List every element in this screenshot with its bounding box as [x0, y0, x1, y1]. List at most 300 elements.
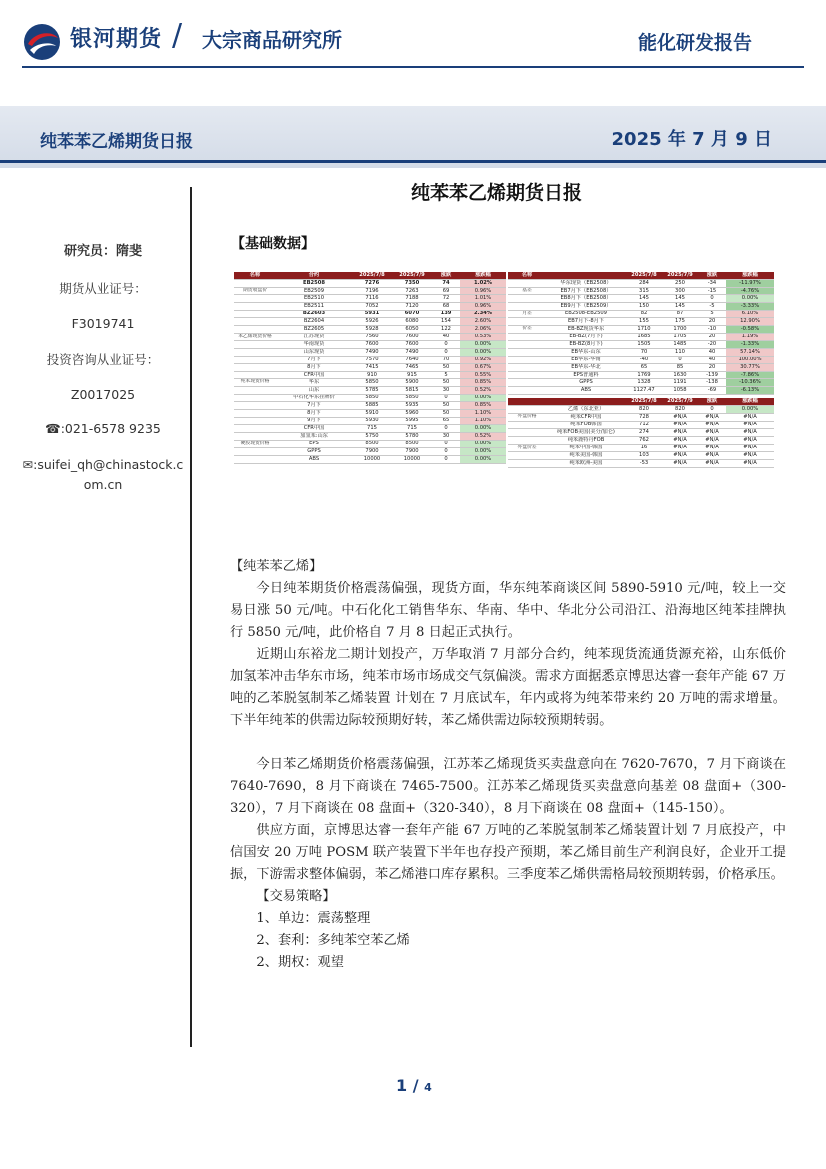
table-cell: BZ2604	[276, 318, 352, 326]
table-cell: 1705	[662, 333, 698, 341]
futures-license-label: 期货从业证号：	[59, 281, 147, 296]
table-cell: 7560	[352, 333, 392, 341]
table-cell: -139	[698, 371, 726, 379]
group-label-cell	[234, 402, 276, 410]
table-cell: 910	[352, 371, 392, 379]
table-cell: #N/A	[662, 429, 698, 437]
change-pct-cell: 0.00%	[460, 341, 506, 349]
group-label-cell	[508, 436, 546, 444]
table-cell: 华东	[276, 379, 352, 387]
group-label-cell	[234, 432, 276, 440]
change-pct-cell: 0.53%	[460, 333, 506, 341]
table-cell: 250	[662, 280, 698, 288]
table-cell: 7116	[352, 295, 392, 303]
table-cell: #N/A	[698, 436, 726, 444]
table-cell: 820	[662, 406, 698, 414]
change-pct-cell: 12.90%	[726, 318, 774, 326]
table-cell: 0	[432, 455, 460, 463]
table-header-cell: 合约	[276, 272, 352, 280]
table-cell: EB华东-山东	[546, 348, 626, 356]
table-cell: 145	[626, 295, 662, 303]
table-row	[508, 364, 774, 372]
group-label-cell	[234, 448, 276, 456]
table-cell: 7600	[352, 341, 392, 349]
change-pct-cell: 1.02%	[460, 280, 506, 288]
group-label-cell	[508, 341, 546, 349]
group-label-cell	[508, 429, 546, 437]
table-cell: 华东现货（EB2508）	[546, 280, 626, 288]
table-cell: 7196	[352, 287, 392, 295]
table-row	[508, 406, 774, 414]
group-label-cell: 硬胶现货价格	[234, 440, 276, 448]
table-row	[508, 452, 774, 460]
change-pct-cell: #N/A	[726, 429, 774, 437]
galaxy-logo-icon	[22, 22, 62, 62]
table-cell: 139	[432, 310, 460, 318]
table-cell: 5850	[392, 394, 432, 402]
table-cell: 7640	[392, 356, 432, 364]
analyst-name: 研究员：隋斐	[63, 244, 142, 259]
group-label-cell	[508, 387, 546, 395]
current-page: 1	[396, 1076, 408, 1095]
table-cell: 70	[432, 356, 460, 364]
table-row	[234, 417, 506, 425]
group-label-cell	[234, 394, 276, 402]
table-cell: #N/A	[662, 444, 698, 452]
change-pct-cell: #N/A	[726, 444, 774, 452]
table-cell: 纯苯FOB韩国	[546, 421, 626, 429]
table-cell: 915	[392, 371, 432, 379]
table-cell: 16	[626, 444, 662, 452]
table-cell: 1769	[626, 371, 662, 379]
table-cell: 1710	[626, 325, 662, 333]
table-cell: 7276	[352, 280, 392, 288]
table-cell: CFR中国	[276, 425, 352, 433]
group-label-cell	[234, 455, 276, 463]
table-cell: 纯苯欧洲-美国	[546, 459, 626, 467]
table-row	[508, 371, 774, 379]
group-label-cell	[234, 387, 276, 395]
paragraph-gap	[230, 732, 786, 754]
group-label-cell	[508, 421, 546, 429]
table-cell: -34	[698, 280, 726, 288]
table-cell: -5	[698, 303, 726, 311]
table-row	[234, 356, 506, 364]
strategy-item: 2、套利：多纯苯空苯乙烯	[256, 933, 410, 948]
table-cell: -10	[698, 325, 726, 333]
table-cell: -20	[698, 341, 726, 349]
group-label-cell: 期货收盘价	[234, 287, 276, 295]
table-cell: EB-BZ现货华东	[546, 325, 626, 333]
table-row	[234, 387, 506, 395]
table-cell: 8500	[392, 440, 432, 448]
table-cell: 315	[626, 287, 662, 295]
table-cell: 7120	[392, 303, 432, 311]
table-cell: 30	[432, 387, 460, 395]
advisory-license-label: 投资咨询从业证号：	[46, 352, 160, 367]
advisory-license-number: Z0017025	[70, 387, 136, 402]
group-label-cell	[234, 348, 276, 356]
table-header-row	[508, 398, 774, 406]
group-label-cell	[234, 295, 276, 303]
report-header	[0, 0, 826, 80]
table-cell: 50	[432, 402, 460, 410]
table-cell: 70	[626, 348, 662, 356]
change-pct-cell: 0.85%	[460, 402, 506, 410]
table-cell: 7490	[392, 348, 432, 356]
table-cell: -53	[626, 459, 662, 467]
table-cell: 0	[698, 406, 726, 414]
table-cell: GPPS	[546, 379, 626, 387]
table-header-cell	[546, 272, 626, 280]
table-row	[234, 341, 506, 349]
total-pages: 4	[424, 1081, 432, 1094]
table-cell: 40	[698, 356, 726, 364]
table-cell: #N/A	[698, 421, 726, 429]
table-cell: 5935	[392, 402, 432, 410]
table-cell: EB8月下（EB2508）	[546, 295, 626, 303]
table-cell: 5780	[392, 432, 432, 440]
table-cell: 5850	[352, 394, 392, 402]
table-row	[234, 318, 506, 326]
group-label-cell	[234, 341, 276, 349]
change-pct-cell: 0.52%	[460, 432, 506, 440]
group-label-cell: 月差	[508, 310, 546, 318]
table-cell: EB9月下（EB2509）	[546, 303, 626, 311]
page-number	[396, 1076, 432, 1095]
table-cell: -40	[626, 356, 662, 364]
change-pct-cell: 0.00%	[726, 406, 774, 414]
group-label-cell	[508, 379, 546, 387]
table-row	[508, 280, 774, 288]
table-cell: 7600	[392, 333, 432, 341]
table-row	[508, 379, 774, 387]
table-cell: 0	[432, 425, 460, 433]
brand-name: 银河期货	[70, 27, 163, 52]
right-table	[508, 272, 774, 468]
table-cell: 0	[432, 348, 460, 356]
table-cell: 6070	[392, 310, 432, 318]
table-row	[234, 287, 506, 295]
change-pct-cell: 100.00%	[726, 356, 774, 364]
table-row	[234, 379, 506, 387]
table-cell: 715	[392, 425, 432, 433]
strategy-item: 1、单边：震荡整理	[256, 911, 371, 926]
group-label-cell	[234, 310, 276, 318]
table-cell: 中石化华东挂牌价	[276, 394, 352, 402]
email-address: ✉:suifei_qh@chinastock.com.cn	[22, 457, 184, 492]
table-cell: 122	[432, 325, 460, 333]
table-cell: 7月下	[276, 402, 352, 410]
table-header-cell: 涨跌幅	[726, 398, 774, 406]
table-cell: 5785	[352, 387, 392, 395]
table-cell: #N/A	[662, 452, 698, 460]
table-row	[234, 333, 506, 341]
table-cell: 加氢苯:山东	[276, 432, 352, 440]
table-cell: 1505	[626, 341, 662, 349]
change-pct-cell: 0.52%	[460, 387, 506, 395]
table-cell: 50	[432, 379, 460, 387]
group-label-cell	[234, 303, 276, 311]
group-label-cell	[508, 295, 546, 303]
table-cell: 7052	[352, 303, 392, 311]
brand-separator: /	[172, 18, 183, 53]
group-label-cell: 外盘价差	[508, 444, 546, 452]
table-cell: 5931	[352, 310, 392, 318]
report-body	[230, 556, 786, 974]
table-header-cell: 名称	[234, 272, 276, 280]
table-row	[508, 318, 774, 326]
table-row	[508, 444, 774, 452]
table-cell: 7188	[392, 295, 432, 303]
change-pct-cell: 1.19%	[726, 333, 774, 341]
table-row	[234, 402, 506, 410]
table-cell: EB2508	[276, 280, 352, 288]
table-cell: 762	[626, 436, 662, 444]
change-pct-cell: -6.13%	[726, 387, 774, 395]
change-pct-cell: -0.58%	[726, 325, 774, 333]
table-header-cell: 2025/7/8	[352, 272, 392, 280]
table-cell: 纯苯CFR中国	[546, 414, 626, 422]
change-pct-cell: 1.10%	[460, 410, 506, 418]
group-label-cell: 纯苯现货价格	[234, 379, 276, 387]
table-cell: 284	[626, 280, 662, 288]
table-cell: 154	[432, 318, 460, 326]
analyst-sidebar	[20, 240, 186, 495]
table-cell: BZ2605	[276, 325, 352, 333]
table-row	[234, 325, 506, 333]
change-pct-cell: 0.55%	[460, 371, 506, 379]
table-cell: 103	[626, 452, 662, 460]
table-cell: 1191	[662, 379, 698, 387]
table-row	[234, 394, 506, 402]
table-cell: 纯苯FOB美国(美分/加仑)	[546, 429, 626, 437]
table-cell: 7263	[392, 287, 432, 295]
group-label-cell	[234, 364, 276, 372]
table-cell: 300	[662, 287, 698, 295]
table-cell: #N/A	[662, 414, 698, 422]
table-cell: 5850	[352, 379, 392, 387]
table-row	[234, 455, 506, 463]
table-cell: 5	[698, 310, 726, 318]
group-label-cell	[234, 417, 276, 425]
group-label-cell	[234, 280, 276, 288]
table-row	[508, 333, 774, 341]
table-row	[234, 432, 506, 440]
table-cell: 5	[432, 371, 460, 379]
table-cell: 7月下	[276, 356, 352, 364]
table-cell: 274	[626, 429, 662, 437]
group-label-cell: 外盘价格	[508, 414, 546, 422]
table-cell: 65	[432, 417, 460, 425]
table-cell: 1630	[662, 371, 698, 379]
table-row	[508, 429, 774, 437]
table-cell: 82	[626, 310, 662, 318]
left-price-table	[234, 272, 506, 518]
table-header-cell: 2025/7/9	[662, 398, 698, 406]
group-label-cell	[234, 325, 276, 333]
header-divider	[22, 66, 804, 68]
group-label-cell	[508, 406, 546, 414]
change-pct-cell: 0.67%	[460, 364, 506, 372]
table-cell: #N/A	[698, 429, 726, 437]
group-label-cell	[508, 459, 546, 467]
table-cell: -69	[698, 387, 726, 395]
table-cell: 7465	[392, 364, 432, 372]
strategy-heading: 【交易策略】	[256, 889, 336, 904]
change-pct-cell: 0.00%	[460, 448, 506, 456]
table-cell: 110	[662, 348, 698, 356]
paragraph: 今日苯乙烯期货价格震荡偏强，江苏苯乙烯现货买卖盘意向在 7620-7670，7 月下商谈在 7640-7690，8 月下商谈在 7465-7500。江苏苯乙烯现货买卖盘意向基差 08 盘面+（300-320），7 月下商谈在 08 盘面+（320-340），8 月下商谈在 08 盘面+（145-150）。	[230, 757, 786, 816]
table-row	[508, 459, 774, 467]
change-pct-cell: 2.60%	[460, 318, 506, 326]
table-cell: #N/A	[662, 459, 698, 467]
left-table	[234, 272, 506, 464]
table-row	[234, 364, 506, 372]
table-cell: 712	[626, 421, 662, 429]
table-row	[234, 310, 506, 318]
table-header-row	[234, 272, 506, 280]
table-cell: 1485	[662, 341, 698, 349]
table-cell: 1700	[662, 325, 698, 333]
table-row	[234, 348, 506, 356]
table-row	[508, 421, 774, 429]
table-cell: 10000	[392, 455, 432, 463]
group-label-cell: 价差	[508, 325, 546, 333]
group-label-cell	[234, 318, 276, 326]
table-cell: 10000	[352, 455, 392, 463]
table-cell: 8500	[352, 440, 392, 448]
table-cell: EB-BZ(8月下)	[546, 341, 626, 349]
change-pct-cell: 0.00%	[460, 394, 506, 402]
table-cell: 40	[698, 348, 726, 356]
group-label-cell	[234, 425, 276, 433]
table-row	[508, 414, 774, 422]
table-cell: 50	[432, 410, 460, 418]
right-spread-table	[508, 272, 774, 518]
table-cell: 1058	[662, 387, 698, 395]
table-cell: EB-BZ(7月下)	[546, 333, 626, 341]
table-cell: 728	[626, 414, 662, 422]
group-label-cell	[234, 371, 276, 379]
table-cell: 7900	[392, 448, 432, 456]
basic-data-heading: 【基础数据】	[231, 236, 315, 252]
table-cell: 5885	[352, 402, 392, 410]
change-pct-cell: 0.00%	[460, 348, 506, 356]
report-date: 2025 年 7 月 9 日	[611, 129, 772, 150]
title-band-divider	[0, 160, 826, 163]
table-cell: 0	[432, 394, 460, 402]
table-cell: -15	[698, 287, 726, 295]
table-row	[234, 303, 506, 311]
table-cell: 纯苯美国-韩国	[546, 452, 626, 460]
table-cell: 5900	[392, 379, 432, 387]
paragraph: 今日纯苯期货价格震荡偏强，现货方面，华东纯苯商谈区间 5890-5910 元/吨，较上一交易日涨 50 元/吨。中石化化工销售华东、华南、华中、华北分公司沿江、沿海地区纯苯挂牌执行 5850 元/吨，此价格自 7 月 8 日起正式执行。	[230, 581, 786, 640]
group-label-cell: 苯乙烯现货价格	[234, 333, 276, 341]
table-cell: #N/A	[662, 436, 698, 444]
table-cell: #N/A	[698, 459, 726, 467]
change-pct-cell: -7.86%	[726, 371, 774, 379]
table-cell: 145	[662, 295, 698, 303]
table-cell: 7490	[352, 348, 392, 356]
change-pct-cell: 2.34%	[460, 310, 506, 318]
table-row	[234, 295, 506, 303]
table-cell: EB2511	[276, 303, 352, 311]
table-cell: #N/A	[698, 452, 726, 460]
table-cell: 7415	[352, 364, 392, 372]
table-cell: 72	[432, 295, 460, 303]
table-cell: ABS	[546, 387, 626, 395]
table-header-cell: 涨跌	[698, 398, 726, 406]
table-cell: 纯苯中国-韩国	[546, 444, 626, 452]
table-cell: 30	[432, 432, 460, 440]
group-label-cell	[234, 356, 276, 364]
change-pct-cell: 0.92%	[460, 356, 506, 364]
table-row	[508, 325, 774, 333]
table-cell: 87	[662, 310, 698, 318]
table-cell: 50	[432, 364, 460, 372]
report-type: 能化研发报告	[637, 32, 752, 54]
group-label-cell	[508, 371, 546, 379]
table-cell: 5926	[352, 318, 392, 326]
table-cell: 150	[626, 303, 662, 311]
table-cell: 7900	[352, 448, 392, 456]
change-pct-cell: 0.00%	[460, 425, 506, 433]
table-row	[234, 425, 506, 433]
change-pct-cell: #N/A	[726, 459, 774, 467]
change-pct-cell: 6.10%	[726, 310, 774, 318]
table-cell: 0	[432, 448, 460, 456]
group-label-cell	[508, 280, 546, 288]
table-row	[508, 341, 774, 349]
table-header-cell: 涨跌幅	[460, 272, 506, 280]
table-row	[508, 356, 774, 364]
table-row	[508, 348, 774, 356]
table-row	[234, 371, 506, 379]
change-pct-cell: -4.76%	[726, 287, 774, 295]
group-label-cell	[508, 303, 546, 311]
table-cell: 0	[662, 356, 698, 364]
sidebar-divider	[190, 187, 192, 1047]
table-cell: BZ2603	[276, 310, 352, 318]
table-row	[508, 303, 774, 311]
table-cell: 20	[698, 333, 726, 341]
group-label-cell	[508, 364, 546, 372]
table-header-cell: 涨跌	[432, 272, 460, 280]
group-label-cell	[508, 333, 546, 341]
table-row	[508, 287, 774, 295]
table-cell: EB7月下（EB2508）	[546, 287, 626, 295]
change-pct-cell: #N/A	[726, 436, 774, 444]
change-pct-cell: 2.06%	[460, 325, 506, 333]
table-cell: 69	[432, 287, 460, 295]
table-cell: 5930	[352, 417, 392, 425]
table-cell: 5815	[392, 387, 432, 395]
table-cell: 5750	[352, 432, 392, 440]
change-pct-cell: 0.00%	[726, 295, 774, 303]
table-header-cell: 涨跌	[698, 272, 726, 280]
change-pct-cell: #N/A	[726, 414, 774, 422]
table-cell: 1328	[626, 379, 662, 387]
group-label-cell	[508, 318, 546, 326]
table-cell: 0	[432, 341, 460, 349]
group-label-cell	[508, 356, 546, 364]
change-pct-cell: 30.77%	[726, 364, 774, 372]
change-pct-cell: 0.00%	[460, 455, 506, 463]
change-pct-cell: -10.36%	[726, 379, 774, 387]
group-label-cell	[234, 410, 276, 418]
table-cell: 85	[662, 364, 698, 372]
